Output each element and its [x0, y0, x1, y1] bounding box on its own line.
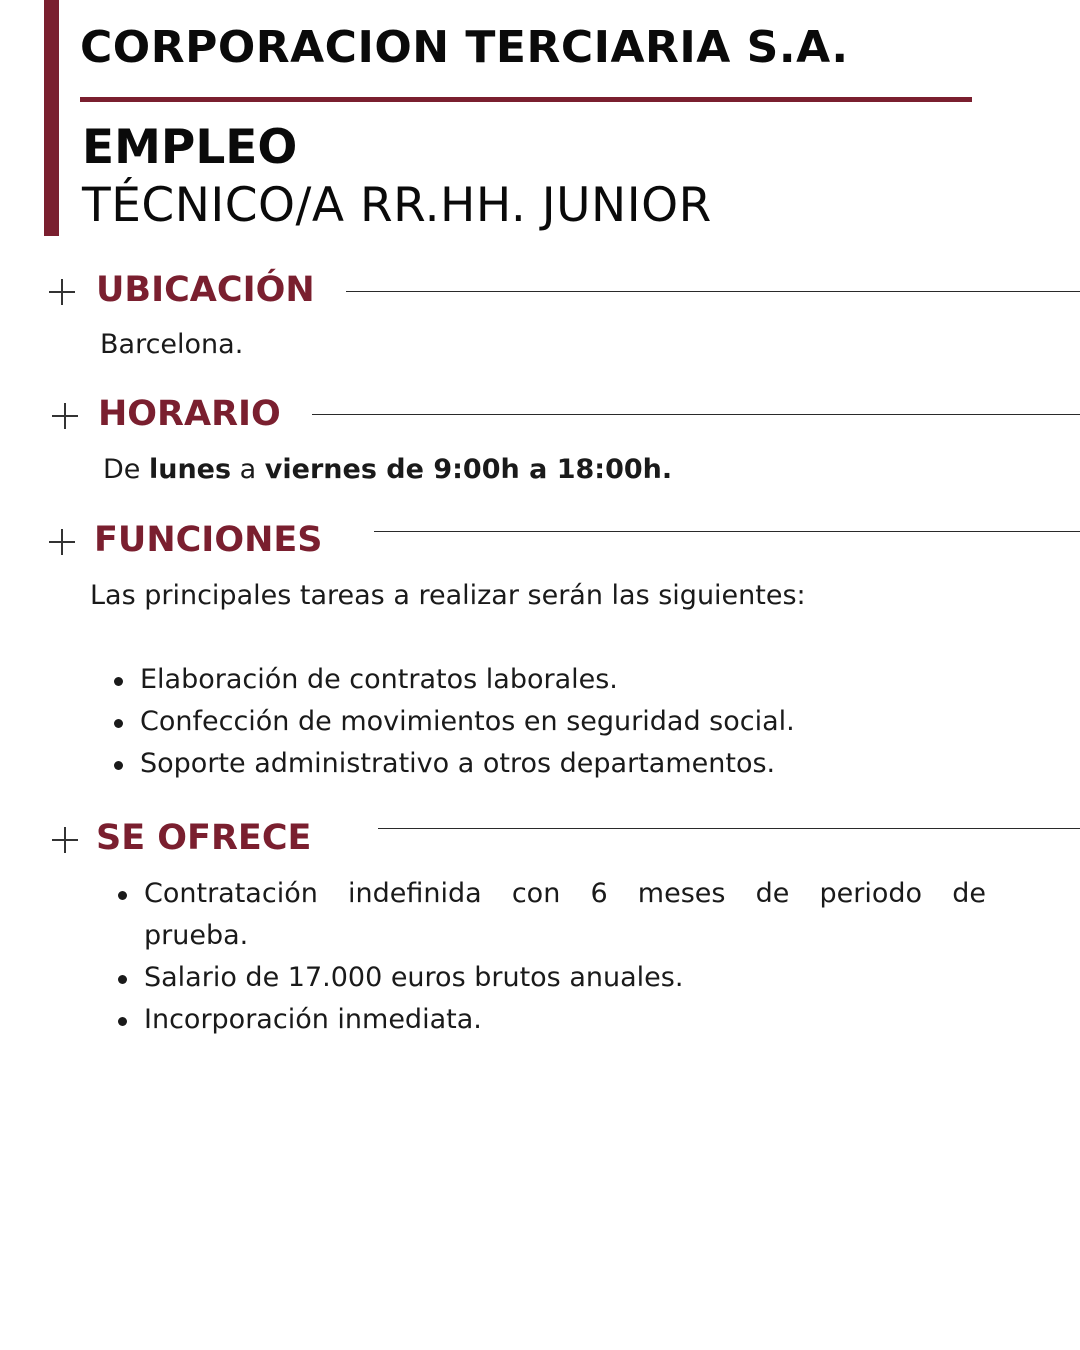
- section-heading-ofrece: SE OFRECE: [96, 818, 312, 858]
- section-divider: [312, 414, 1080, 415]
- company-name: CORPORACION TERCIARIA S.A.: [80, 22, 849, 73]
- plus-icon: [49, 529, 75, 555]
- funciones-list: [110, 659, 970, 785]
- section-heading-funciones: FUNCIONES: [94, 520, 323, 560]
- list-item: Incorporación inmediata.: [114, 999, 986, 1041]
- section-heading-ubicacion: UBICACIÓN: [96, 270, 315, 310]
- title-divider: [80, 97, 972, 102]
- list-item: Confección de movimientos en seguridad social.: [110, 701, 970, 743]
- list-item: Salario de 17.000 euros brutos anuales.: [114, 957, 986, 999]
- section-heading-horario: HORARIO: [98, 394, 281, 434]
- horario-text: De lunes a viernes de 9:00h a 18:00h.: [103, 454, 673, 485]
- accent-bar: [44, 0, 59, 236]
- plus-icon: [52, 827, 78, 853]
- plus-icon: [49, 279, 75, 305]
- job-title: TÉCNICO/A RR.HH. JUNIOR: [82, 178, 712, 233]
- plus-icon: [52, 403, 78, 429]
- ubicacion-text: Barcelona.: [100, 329, 244, 360]
- list-item: Elaboración de contratos laborales.: [110, 659, 970, 701]
- section-divider: [378, 828, 1080, 829]
- list-item: Soporte administrativo a otros departamentos.: [110, 743, 970, 785]
- section-divider: [346, 291, 1080, 292]
- job-kind: EMPLEO: [82, 120, 298, 175]
- section-divider: [374, 531, 1080, 532]
- list-item: Contratación indefinida con 6 meses de periodo de prueba.: [114, 873, 986, 957]
- ofrece-list: [114, 873, 986, 1041]
- funciones-intro: Las principales tareas a realizar serán las siguientes:: [90, 580, 806, 611]
